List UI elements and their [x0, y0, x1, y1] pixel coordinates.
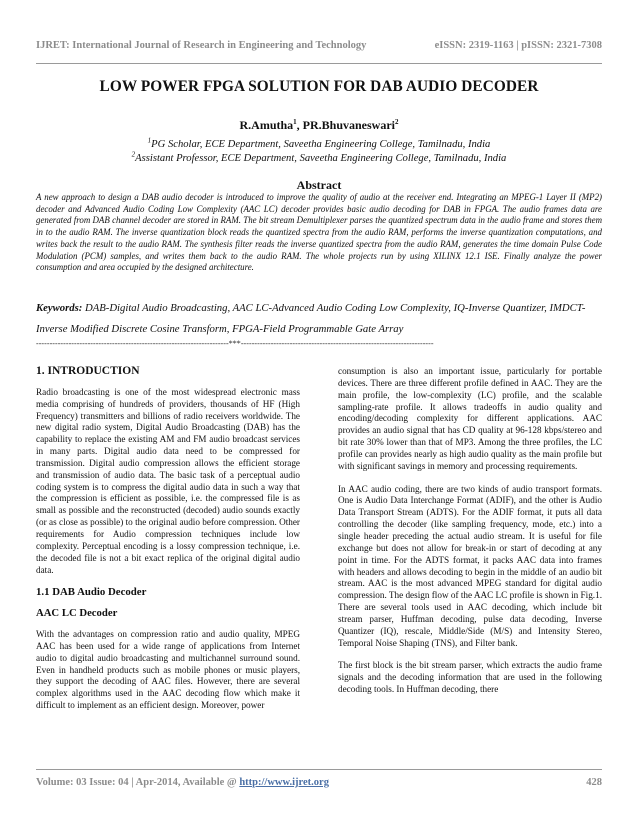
paragraph: With the advantages on compression ratio and audio quality, MPEG AAC has been used for a wide range of applications from Internet audio to digital audio broadcasting and multichannel surround sound. Even in handheld products such as mobile phones or music players, they support the decoding of AAC files. However, there are several complex algorithms used in the AAC decoding flow which make it difficult to implement as an efficient design. Moreover, power [36, 629, 300, 711]
paragraph: consumption is also an important issue, particularly for portable devices. There are three different profile defined in AAC. They are the main profile, the low-complexity (LC) profile, and the scalable sampling-rate profile. It allows tradeoffs in audio quality and encoding/decoding complexity for different applications. AAC provides an audio signal that has CD quality at 96-128 kbps/stereo and bit rate 30% lower than that of MP3. Among the three profiles, the LC profile can provides nearly as high audio quality as the main profile but with significant savings in memory and processing requirements. [338, 366, 602, 471]
author-2: PR.Bhuvaneswari [302, 118, 395, 132]
paragraph: Radio broadcasting is one of the most widespread electronic mass media comprising of hundreds of providers, thousands of HF (High Frequency) transmitters and billions of radio receivers worldwide. The new digital radio system, Digital Audio Broadcasting (DAB) has the capability to replace the existing AM and FM audio broadcast services in many parts. Digital audio data need to be compressed for transmission. Digital audio compression allows the efficient storage and transmission of audio data. The basic task of a perceptual audio coding system is to compress the digital audio data in such a way that the compression is efficient as possible, i.e. the compressed file is as small as possible and the reconstructed (decoded) audio sounds exactly (or as close as possible) to the original audio before compression. Other requirements for Audio compression techniques include low complexity. Perceptual encoding is a lossy compression technique, i.e. the decoded file is not a bit exact replica of the original digital audio data. [36, 386, 300, 575]
subsection-heading-aac-lc-decoder: AAC LC Decoder [36, 607, 118, 620]
running-header [36, 40, 602, 51]
author-separator: , [296, 118, 303, 132]
journal-name: IJRET: International Journal of Research in Engineering and Technology [36, 40, 367, 51]
keywords-label: Keywords: [36, 302, 83, 314]
paragraph: In AAC audio coding, there are two kinds of audio transport formats. One is Audio Data Interchange Format (ADIF), and the other is Audio Data Transport Stream (ADTS). For the ADIF format, it puts all data controlling the decoder (like sampling frequency, mode, etc.) into a single header preceding the actual audio stream. It is useful for file exchange but does not allow for break-in or start of decoding at any point in time. For the ADTS format, it packs AAC data into frames with headers and allows decoding to begin in the middle of an audio bit stream. AAC is the most advanced MPEG standard for digital audio compression. The design flow of the AAC LC profile is shown in Fig.1. There are several tools used in AAC decoding, which include bit stream parser, Huffman decoding, pulse data decoding, Inverse Quantizer (IQ), rescale, Middle/Side (M/S) and Intensity Stereo, Temporal Noise Shaping (TNS), and Filter bank. [338, 483, 602, 648]
running-footer [36, 777, 602, 788]
issn-text: eISSN: 2319-1163 | pISSN: 2321-7308 [434, 40, 602, 51]
paragraph: The first block is the bit stream parser, which extracts the audio frame signals and the decoding information that are used in the following decoding tools. In Huffman decoding, there [338, 660, 602, 695]
affiliation-2: $^2$Assistant Professor, ECE Department, Saveetha Engineering College, Tamilnadu, India [131, 149, 507, 164]
author-1-sup: 1 [293, 118, 297, 126]
section-heading-introduction: 1. INTRODUCTION [36, 365, 140, 377]
journal-link[interactable]: http://www.ijret.org [239, 777, 329, 788]
affiliations [36, 138, 602, 165]
keywords-text: DAB-Digital Audio Broadcasting, AAC LC-Advanced Audio Coding Low Complexity, IQ-Inverse Quantizer, IMDCT-Inverse Modified Discrete Cosine Transform, FPGA-Field Programmable Gate Array [36, 302, 586, 335]
footer-rule [36, 769, 602, 770]
footer-volume: Volume: 03 Issue: 04 | Apr-2014, Available @ http://www.ijret.org [36, 777, 329, 788]
right-column [338, 366, 602, 707]
keywords [36, 298, 602, 340]
author-line [36, 118, 602, 133]
affiliation-1: $^1$PG Scholar, ECE Department, Saveetha Engineering College, Tamilnadu, India [147, 136, 491, 150]
author-2-sup: 2 [395, 118, 399, 126]
page-number: 428 [586, 777, 602, 788]
paper-title: LOW POWER FPGA SOLUTION FOR DAB AUDIO DECODER [99, 78, 539, 95]
section-separator: -----------------------------------------------------------------------***----------------------------------------------------------------------- [36, 339, 434, 348]
author-1: R.Amutha [239, 118, 294, 132]
abstract-heading: Abstract [296, 178, 342, 192]
subsection-heading-dab-audio-decoder: 1.1 DAB Audio Decoder [36, 586, 147, 599]
abstract-text: A new approach to design a DAB audio decoder is introduced to improve the quality of audio at the receiver end. Integrating an MPEG-1 Layer II (MP2) decoder and Advanced Audio Coding Low Complexity (AAC LC) decoder provides basic audio decoding for DAB in FPGA. The audio frames data are generated from DAB channel decoder are stored in RAM. The bit stream Demultiplexer parses the quantized spectrum data in the audio frame and stores them in to the audio RAM. The inverse quantization block reads the quantized spectra from the audio RAM, performs the inverse quantization computations, and writes back the result to the audio RAM. The synthesis filter reads the inverse quantized spectra from the audio RAM, generates the time domain Pulse Code Modulation (PCM) samples, and writes them back to the audio RAM. The whole projects run by using XILINX 12.1 ISE. Finally analyze the power consumption and area occupied by the designed architecture. [36, 192, 602, 273]
header-rule [36, 63, 602, 64]
left-column [36, 366, 300, 723]
